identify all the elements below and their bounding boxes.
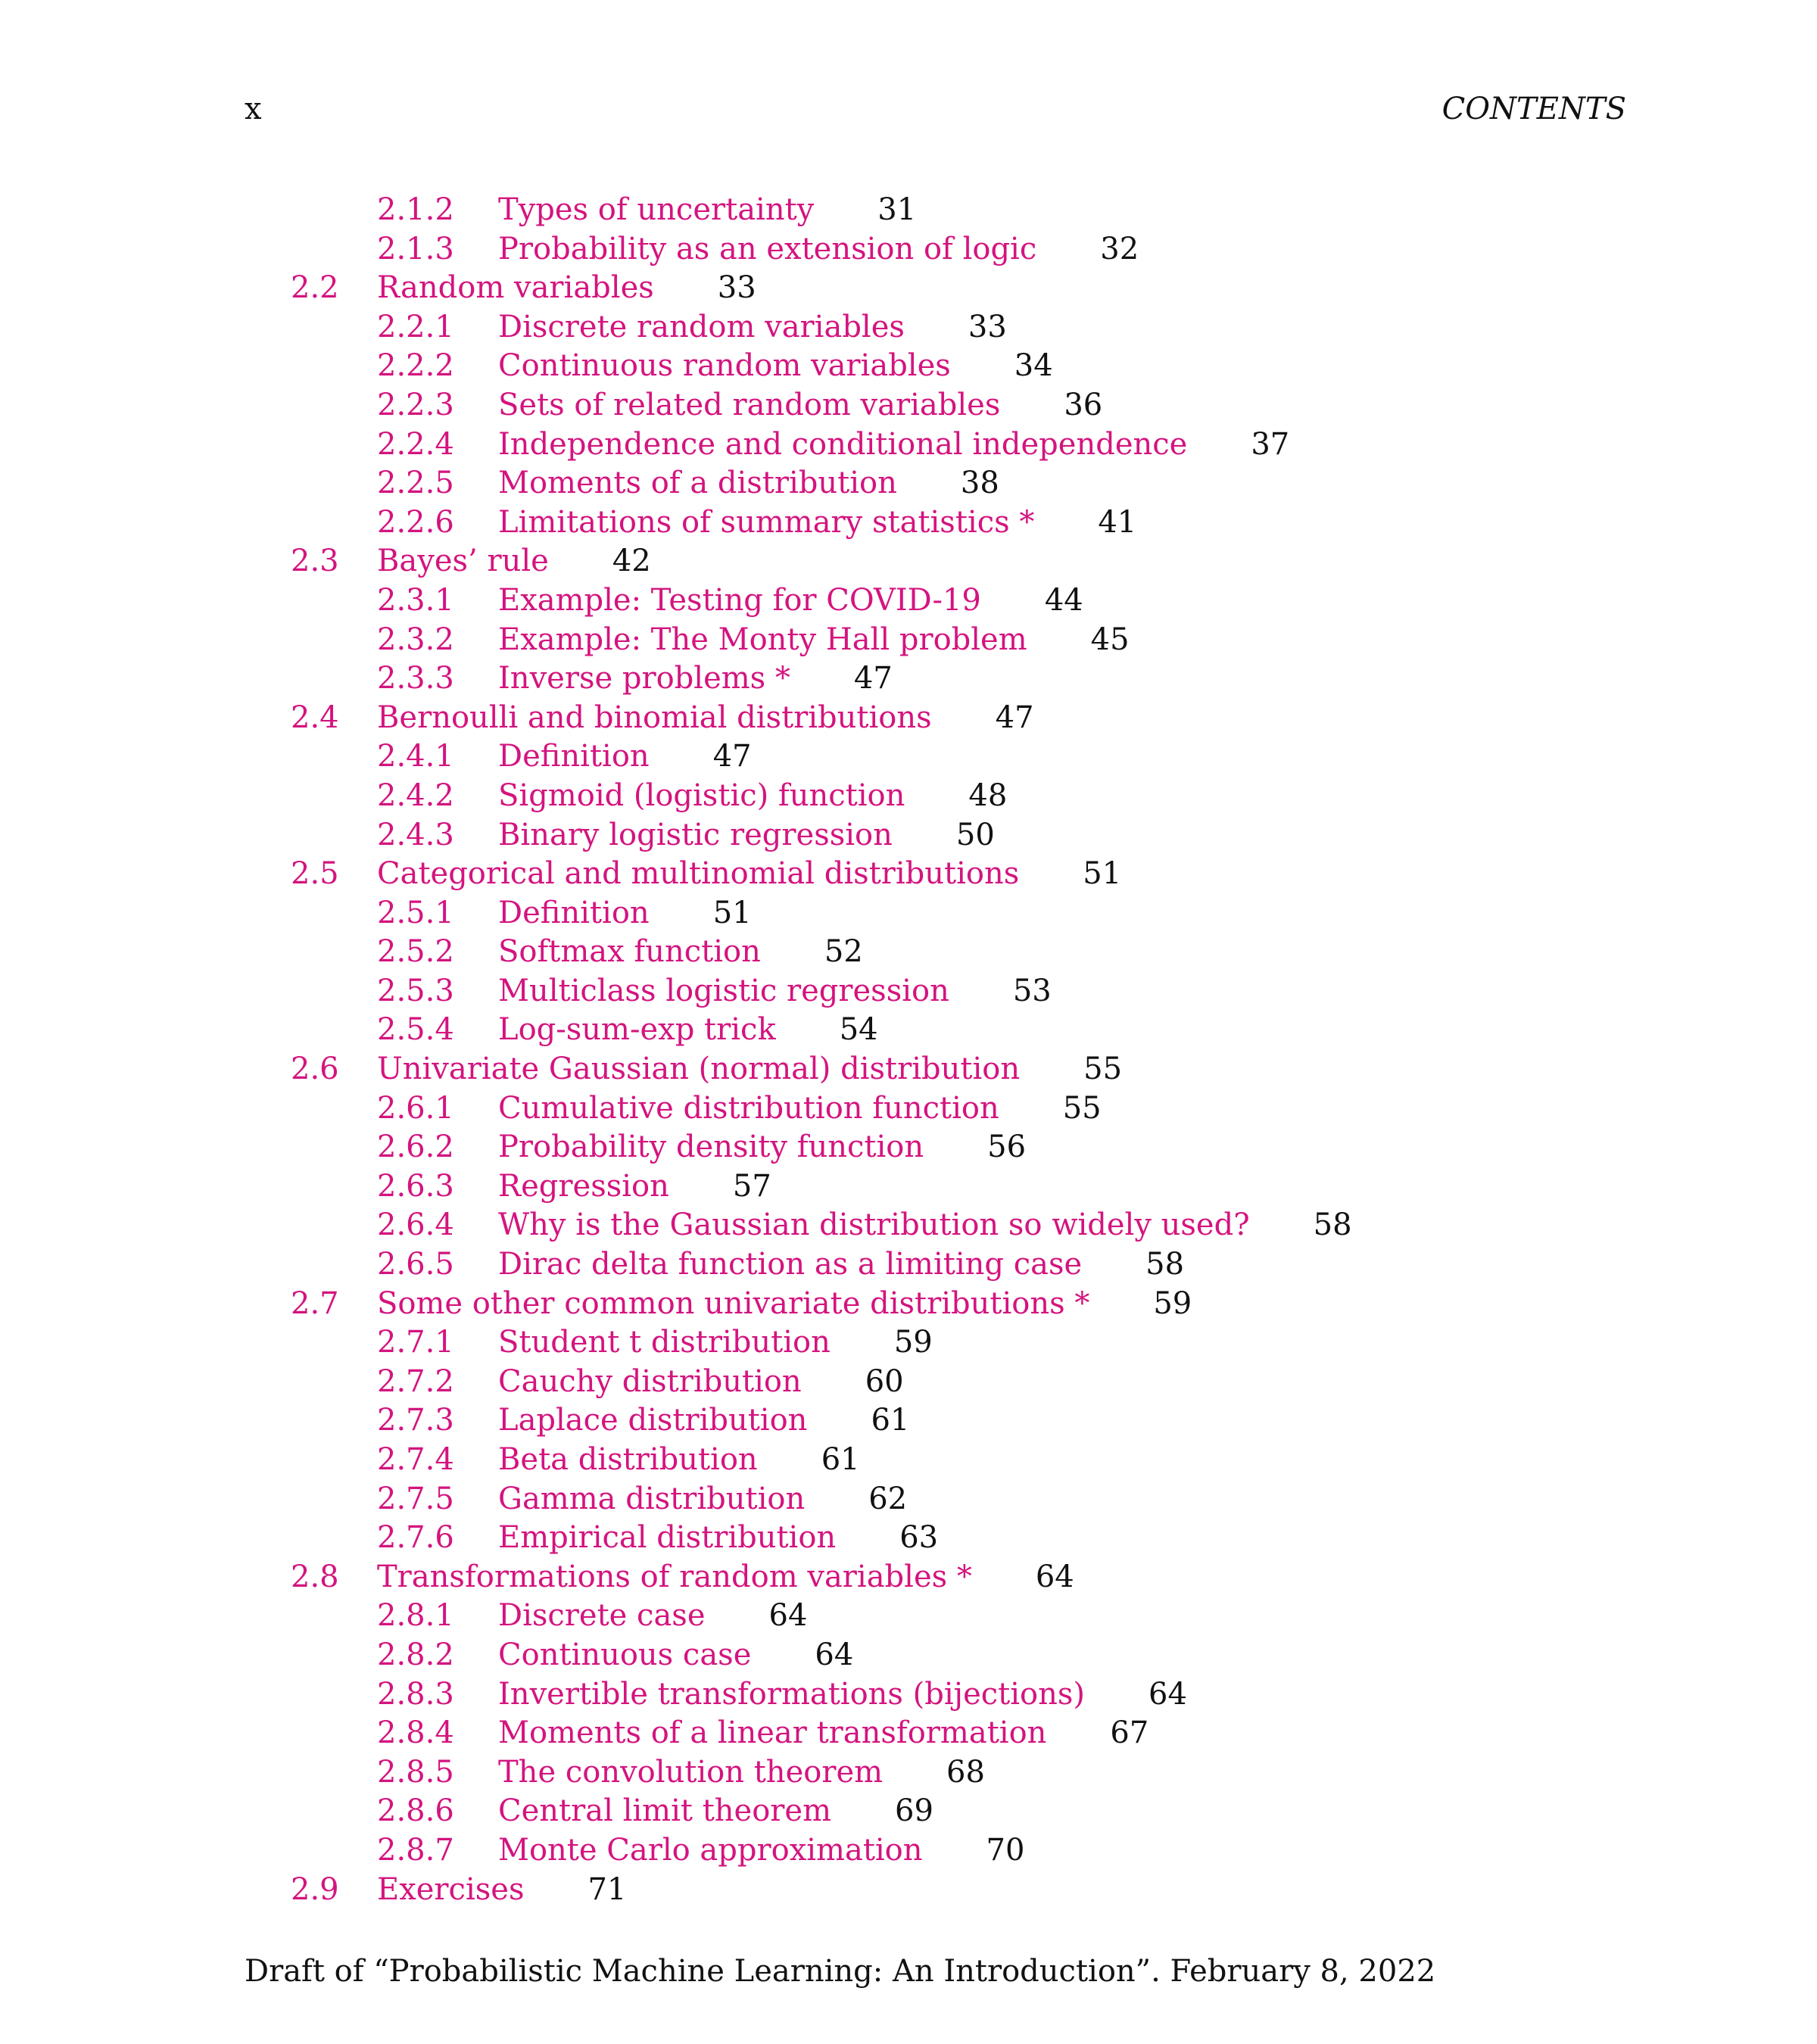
toc-entry-title[interactable]: Sigmoid (logistic) function [498,777,905,813]
page-number: x [245,92,262,126]
toc-entry-number[interactable]: 2.5.1 [377,895,454,930]
toc-entry-title[interactable]: Why is the Gaussian distribution so widely used? [498,1207,1250,1243]
toc-subsection-row [0,347,1817,386]
toc-entry-title[interactable]: Bernoulli and binomial distributions [377,700,932,735]
toc-entry-link[interactable] [498,1597,807,1636]
toc-entry-number[interactable]: 2.4.2 [377,777,454,813]
toc-entry-link[interactable] [498,777,1007,816]
toc-entry-link[interactable] [498,464,999,503]
toc-entry-number[interactable]: 2.6.3 [377,1168,454,1204]
toc-subsection-row [0,464,1817,503]
toc-section-row [0,699,1817,738]
toc-entry-page: 45 [1090,622,1130,657]
toc-entry-title[interactable]: Student t distribution [498,1325,831,1360]
toc-entry-link[interactable] [498,308,1007,347]
toc-entry-title[interactable]: Monte Carlo approximation [498,1832,923,1868]
toc-entry-title[interactable]: Dirac delta function as a limiting case [498,1247,1083,1282]
toc-entry-number[interactable]: 2.6.5 [377,1247,454,1282]
toc-entry-number[interactable]: 2.4.1 [377,739,454,774]
toc-entry-link[interactable] [498,816,995,855]
toc-entry-title[interactable]: Inverse problems * [498,661,790,696]
toc-entry-number[interactable]: 2.8.4 [377,1715,454,1751]
toc-entry-link[interactable] [498,1714,1148,1753]
toc-entry-title[interactable]: Empirical distribution [498,1520,837,1556]
toc-entry-link[interactable] [498,1245,1184,1285]
toc-entry-number[interactable]: 2.8.5 [377,1754,454,1790]
toc-entry-page: 34 [1014,348,1053,384]
footer-draft-note: Draft of “Probabilistic Machine Learning: An Introduction”. February 8, 2022 [245,1954,1436,1989]
toc-entry-number[interactable]: 2.7.6 [377,1520,454,1556]
toc-entry-title[interactable]: Example: The Monty Hall problem [498,622,1027,657]
toc-entry-number[interactable]: 2.2.4 [377,426,454,462]
toc-entry-link[interactable] [498,1089,1102,1129]
toc-subsection-row [0,933,1817,972]
toc-subsection-row [0,737,1817,777]
toc-entry-page: 42 [612,544,651,579]
toc-section-row [0,542,1817,581]
toc-subsection-row [0,1167,1817,1207]
toc-entry-link[interactable] [498,1792,933,1831]
toc-subsection-row [0,503,1817,543]
toc-entry-link[interactable] [498,737,752,777]
toc-entry-link[interactable] [498,1675,1187,1715]
toc-entry-link[interactable] [498,191,916,230]
toc-entry-link[interactable] [498,503,1136,543]
toc-entry-link[interactable] [498,1519,938,1558]
toc-subsection-row [0,1089,1817,1129]
toc-entry-title[interactable]: Bayes’ rule [377,544,549,579]
toc-entry-page: 57 [732,1168,771,1204]
toc-entry-number[interactable]: 2.6.2 [377,1129,454,1165]
toc-entry-title[interactable]: Cauchy distribution [498,1363,802,1399]
toc-entry-page: 52 [824,934,863,970]
toc-entry-page: 59 [893,1325,933,1360]
toc-entry-page: 47 [712,739,752,774]
toc-entry-page: 47 [995,700,1034,735]
toc-entry-page: 64 [768,1598,808,1634]
toc-entry-page: 51 [1083,856,1122,892]
toc-entry-title[interactable]: Moments of a linear transformation [498,1715,1047,1751]
toc-entry-page: 64 [1035,1559,1074,1594]
toc-entry-number[interactable]: 2.8.6 [377,1793,454,1829]
toc-entry-page: 56 [987,1129,1027,1165]
toc-entry-title[interactable]: Discrete case [498,1598,706,1634]
toc-subsection-row [0,1675,1817,1715]
toc-entry-link[interactable] [377,542,651,581]
toc-subsection-row [0,1792,1817,1831]
toc-subsection-row [0,777,1817,816]
toc-entry-link[interactable] [498,659,893,699]
toc-subsection-row [0,1323,1817,1363]
toc-entry-page: 67 [1110,1715,1149,1751]
toc-entry-number[interactable]: 2.8.7 [377,1832,454,1868]
toc-entry-link[interactable] [498,1401,909,1441]
toc-entry-title[interactable]: Log-sum-exp trick [498,1012,776,1048]
toc-entry-title[interactable]: Some other common univariate distributions * [377,1285,1090,1321]
toc-entry-title[interactable]: Beta distribution [498,1442,758,1477]
toc-entry-number[interactable]: 2.3.3 [377,661,454,696]
toc-entry-number[interactable]: 2.8.3 [377,1676,454,1712]
toc-subsection-row [0,1753,1817,1793]
toc-entry-title[interactable]: Probability as an extension of logic [498,231,1037,266]
toc-entry-link[interactable] [498,1167,771,1207]
toc-entry-title[interactable]: Cumulative distribution function [498,1090,999,1126]
toc-entry-number[interactable]: 2.7.2 [377,1363,454,1399]
toc-entry-page: 36 [1064,387,1103,422]
toc-entry-link[interactable] [498,386,1102,425]
toc-entry-title[interactable]: The convolution theorem [498,1754,884,1790]
toc-entry-link[interactable] [498,347,1053,386]
toc-entry-number[interactable]: 2.6.4 [377,1207,454,1243]
toc-entry-number[interactable]: 2.2.6 [377,504,454,540]
toc-subsection-row [0,1363,1817,1402]
toc-entry-link[interactable] [498,1363,904,1402]
toc-entry-link[interactable] [498,1011,878,1050]
toc-entry-title[interactable]: Definition [498,895,650,930]
toc-entry-page: 50 [955,817,995,852]
toc-entry-title[interactable]: Definition [498,739,650,774]
toc-entry-page: 64 [1148,1676,1187,1712]
toc-entry-number[interactable]: 2.7.1 [377,1325,454,1360]
toc-subsection-row [0,621,1817,660]
toc-subsection-row [0,191,1817,230]
toc-entry-number[interactable]: 2.2 [291,270,339,306]
toc-entry-link[interactable] [498,933,863,972]
toc-entry-title[interactable]: Moments of a distribution [498,466,897,501]
toc-subsection-row [0,659,1817,699]
toc-entry-number[interactable]: 2.4 [291,700,339,735]
toc-entry-link[interactable] [498,1441,860,1480]
toc-entry-number[interactable]: 2.6.1 [377,1090,454,1126]
toc-entry-page: 58 [1145,1247,1185,1282]
table-of-contents [0,191,1817,1909]
toc-entry-title[interactable]: Laplace distribution [498,1403,808,1438]
toc-entry-number[interactable]: 2.7.3 [377,1403,454,1438]
toc-entry-number[interactable]: 2.3 [291,544,339,579]
toc-entry-number[interactable]: 2.2.1 [377,309,454,344]
toc-entry-title[interactable]: Invertible transformations (bijections) [498,1676,1085,1712]
toc-entry-link[interactable] [498,1753,985,1793]
toc-entry-number[interactable]: 2.8.1 [377,1598,454,1634]
toc-entry-page: 44 [1044,582,1083,618]
toc-entry-page: 33 [717,270,756,306]
toc-entry-title[interactable]: Transformations of random variables * [377,1559,972,1594]
toc-entry-link[interactable] [498,581,1083,621]
toc-subsection-row [0,425,1817,465]
toc-entry-number[interactable]: 2.3.1 [377,582,454,618]
toc-entry-number[interactable]: 2.5.4 [377,1012,454,1048]
toc-entry-number[interactable]: 2.5 [291,856,339,892]
toc-subsection-row [0,1011,1817,1050]
toc-entry-link[interactable] [377,855,1121,894]
toc-entry-page: 71 [587,1871,627,1907]
toc-section-row [0,1871,1817,1910]
toc-entry-link[interactable] [498,1206,1352,1245]
toc-entry-link[interactable] [498,1480,907,1519]
toc-section-row [0,1285,1817,1324]
toc-entry-number[interactable]: 2.7.4 [377,1442,454,1477]
toc-section-row [0,1558,1817,1597]
toc-entry-link[interactable] [498,1636,853,1675]
toc-entry-page: 63 [899,1520,939,1556]
toc-entry-title[interactable]: Softmax function [498,934,761,970]
toc-entry-title[interactable]: Continuous case [498,1637,752,1672]
toc-subsection-row [0,308,1817,347]
toc-entry-page: 33 [968,309,1007,344]
toc-entry-title[interactable]: Example: Testing for COVID-19 [498,582,981,618]
toc-entry-page: 61 [821,1442,860,1477]
toc-subsection-row [0,972,1817,1011]
toc-subsection-row [0,1401,1817,1441]
toc-entry-page: 69 [895,1793,933,1829]
toc-entry-link[interactable] [377,1871,626,1910]
toc-entry-page: 53 [1012,973,1052,1008]
toc-entry-link[interactable] [498,230,1139,270]
toc-entry-link[interactable] [498,621,1130,660]
toc-entry-page: 60 [865,1363,904,1399]
toc-subsection-row [0,1636,1817,1675]
toc-entry-link[interactable] [377,1558,1074,1597]
toc-subsection-row [0,1597,1817,1636]
toc-subsection-row [0,1519,1817,1558]
toc-subsection-row [0,386,1817,425]
toc-section-row [0,269,1817,308]
toc-entry-page: 62 [868,1481,908,1516]
toc-entry-number[interactable]: 2.7 [291,1285,339,1321]
toc-entry-title[interactable]: Categorical and multinomial distributions [377,856,1020,892]
toc-entry-number[interactable]: 2.9 [291,1871,339,1907]
toc-entry-page: 47 [853,661,893,696]
toc-entry-title[interactable]: Sets of related random variables [498,387,1001,422]
toc-entry-page: 58 [1313,1207,1352,1243]
running-title: CONTENTS [1441,92,1626,126]
toc-entry-title[interactable]: Random variables [377,270,654,306]
toc-entry-number[interactable]: 2.3.2 [377,622,454,657]
toc-entry-link[interactable] [498,1323,933,1363]
toc-entry-page: 48 [968,777,1008,813]
toc-entry-title[interactable]: Types of uncertainty [498,192,815,227]
toc-subsection-row [0,816,1817,855]
toc-entry-number[interactable]: 2.6 [291,1052,339,1087]
toc-subsection-row [0,1245,1817,1285]
toc-entry-title[interactable]: Discrete random variables [498,309,905,344]
toc-entry-link[interactable] [377,1285,1192,1324]
toc-subsection-row [0,581,1817,621]
toc-entry-title[interactable]: Exercises [377,1871,525,1907]
toc-entry-title[interactable]: Independence and conditional independence [498,426,1188,462]
toc-entry-title[interactable]: Regression [498,1168,669,1204]
toc-entry-title[interactable]: Binary logistic regression [498,817,893,852]
toc-entry-link[interactable] [498,894,752,933]
toc-subsection-row [0,230,1817,270]
toc-entry-page: 38 [960,466,999,501]
toc-entry-number[interactable]: 2.1.3 [377,231,454,266]
toc-entry-page: 61 [871,1403,910,1438]
toc-entry-number[interactable]: 2.7.5 [377,1481,454,1516]
toc-entry-link[interactable] [377,1050,1122,1089]
toc-entry-page: 55 [1062,1090,1102,1126]
toc-entry-number[interactable]: 2.8.2 [377,1637,454,1672]
toc-subsection-row [0,1714,1817,1753]
toc-subsection-row [0,1206,1817,1245]
toc-subsection-row [0,1831,1817,1871]
toc-entry-title[interactable]: Limitations of summary statistics * [498,504,1035,540]
toc-entry-link[interactable] [498,1128,1026,1167]
toc-entry-link[interactable] [498,425,1289,465]
toc-subsection-row [0,1480,1817,1519]
toc-entry-page: 70 [986,1832,1025,1868]
toc-entry-page: 54 [839,1012,878,1048]
toc-entry-number[interactable]: 2.8 [291,1559,339,1594]
toc-entry-page: 41 [1098,504,1137,540]
toc-entry-number[interactable]: 2.5.2 [377,934,454,970]
toc-entry-title[interactable]: Central limit theorem [498,1793,831,1829]
toc-entry-page: 68 [946,1754,985,1790]
toc-entry-page: 64 [815,1637,854,1672]
toc-entry-link[interactable] [498,1831,1024,1871]
toc-entry-link[interactable] [377,269,756,308]
toc-entry-title[interactable]: Probability density function [498,1129,924,1165]
toc-subsection-row [0,1441,1817,1480]
toc-entry-page: 59 [1153,1285,1192,1321]
toc-entry-number[interactable]: 2.2.2 [377,348,454,384]
toc-entry-number[interactable]: 2.1.2 [377,192,454,227]
toc-entry-number[interactable]: 2.5.3 [377,973,454,1008]
toc-entry-title[interactable]: Gamma distribution [498,1481,806,1516]
toc-subsection-row [0,1128,1817,1167]
toc-entry-page: 37 [1251,426,1290,462]
toc-entry-page: 55 [1083,1052,1123,1087]
toc-entry-page: 51 [712,895,752,930]
toc-subsection-row [0,894,1817,933]
toc-entry-link[interactable] [377,699,1034,738]
toc-entry-number[interactable]: 2.4.3 [377,817,454,852]
toc-entry-title[interactable]: Continuous random variables [498,348,951,384]
toc-entry-page: 32 [1100,231,1139,266]
toc-entry-number[interactable]: 2.2.3 [377,387,454,422]
toc-entry-number[interactable]: 2.2.5 [377,466,454,501]
toc-section-row [0,855,1817,894]
toc-entry-title[interactable]: Univariate Gaussian (normal) distribution [377,1052,1021,1087]
toc-section-row [0,1050,1817,1089]
toc-entry-link[interactable] [498,972,1052,1011]
toc-entry-page: 31 [877,192,917,227]
toc-entry-title[interactable]: Multiclass logistic regression [498,973,949,1008]
